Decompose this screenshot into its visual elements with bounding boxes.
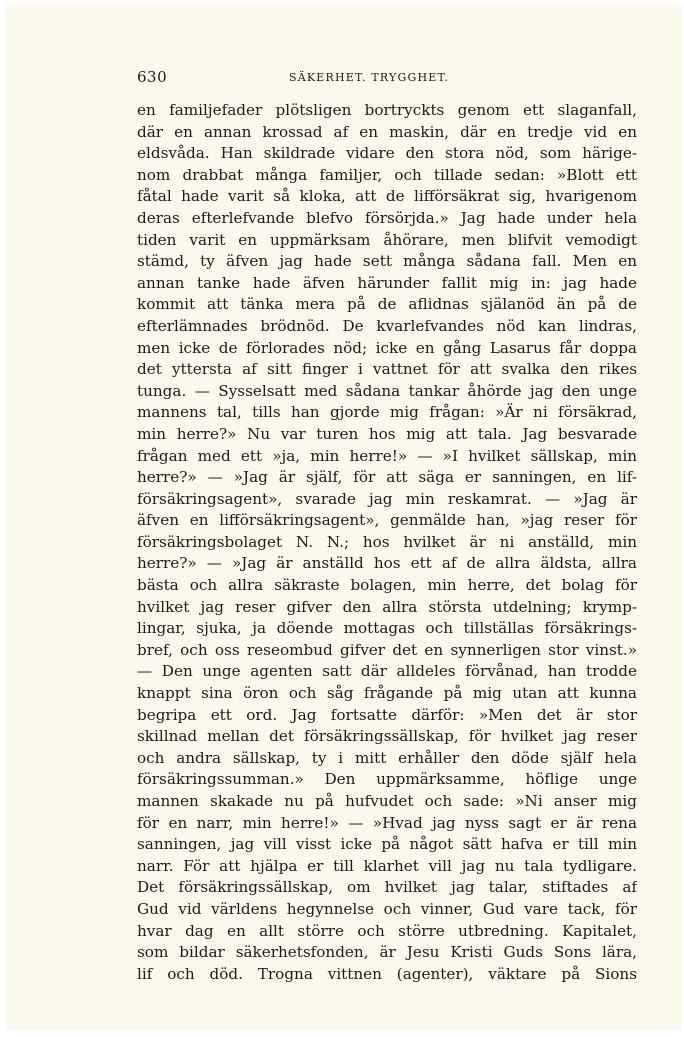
text-line: hvilket jag reser gifver den allra största utdelning; krymp-: [137, 597, 637, 616]
text-line: herre?» — »Jag är själf, för att säga er sanningen, en lif-: [137, 468, 637, 487]
text-line: försäkringsbolaget N. N.; hos hvilket är ni anställd, min: [137, 532, 637, 551]
text-line: bästa och allra säkraste bolagen, min herre, det bolag för: [137, 576, 637, 595]
text-line: efterlämnades brödnöd. De kvarlefvandes nöd kan lindras,: [137, 316, 637, 335]
text-line: deras efterlefvande blefvo försörjda.» Jag hade under hela: [137, 208, 637, 227]
text-line: äfven en lifförsäkringsagent», genmälde han, »jag reser för: [137, 511, 637, 530]
text-line: sanningen, jag vill visst icke på något sätt hafva er till min: [137, 835, 637, 854]
text-line: det yttersta af sitt finger i vattnet för att svalka den rikes: [137, 360, 637, 379]
text-line: kommit att tänka mera på de aflidnas själanöd än på de: [137, 295, 637, 314]
text-line: — Den unge agenten satt där alldeles förvånad, han trodde: [137, 662, 637, 681]
text-line: försäkringsagent», svarade jag min reskamrat. — »Jag är: [137, 489, 637, 508]
text-line: annan tanke hade äfven härunder fallit mig in: jag hade: [137, 273, 637, 292]
text-line: mannens tal, tills han gjorde mig frågan: »Är ni försäkrad,: [137, 403, 637, 422]
text-line: skillnad mellan det försäkringssällskap, för hvilket jag reser: [137, 727, 637, 746]
text-line: stämd, ty äfven jag hade sett många sådana fall. Men en: [137, 252, 637, 271]
text-line: tiden varit en uppmärksam åhörare, men blifvit vemodigt: [137, 230, 637, 249]
text-line: tunga. — Sysselsatt med sådana tankar åhörde jag den unge: [137, 381, 637, 400]
text-line: bref, och oss reseombud gifver det en synnerligen stor vinst.»: [137, 640, 637, 659]
text-line: en familjefader plötsligen bortryckts genom ett slaganfall,: [137, 101, 637, 119]
text-line: där en annan krossad af en maskin, där en tredje vid en: [137, 122, 637, 141]
text-line: knappt sina öron och såg frågande på mig utan att kunna: [137, 684, 637, 703]
text-line: som bildar säkerhetsfonden, är Jesu Kristi Guds Sons lära,: [137, 943, 637, 962]
book-page: [6, 4, 682, 1030]
text-line: frågan med ett »ja, min herre!» — »I hvilket sällskap, min: [137, 446, 637, 465]
text-line: Det försäkringssällskap, om hvilket jag talar, stiftades af: [137, 878, 637, 897]
text-line: för en narr, min herre!» — »Hvad jag nyss sagt er är rena: [137, 813, 637, 832]
page-number: 630: [137, 68, 168, 86]
text-line: herre?» — »Jag är anställd hos ett af de allra äldsta, allra: [137, 554, 637, 573]
text-line: fåtal hade varit så kloka, att de lifförsäkrat sig, hvarigenom: [137, 187, 637, 206]
body-text: [137, 100, 637, 985]
text-line: nom drabbat många familjer, och tillade sedan: »Blott ett: [137, 165, 637, 184]
text-line: mannen skakade nu på hufvudet och sade: »Ni anser mig: [137, 792, 637, 810]
page-header: [137, 66, 637, 90]
text-line: hvar dag en allt större och större utbredning. Kapitalet,: [137, 921, 637, 940]
text-line: och andra sällskap, ty i mitt erhåller den döde själf hela: [137, 748, 637, 767]
text-line: lif och död. Trogna vittnen (agenter), väktare på Sions: [137, 964, 637, 983]
text-line: begripa ett ord. Jag fortsatte därför: »Men det är stor: [137, 705, 637, 724]
text-line: lingar, sjuka, ja döende mottagas och tillställas försäkrings-: [137, 619, 637, 638]
text-line: men icke de förlorades nöd; icke en gång Lasarus får doppa: [137, 338, 637, 357]
text-line: min herre?» Nu var turen hos mig att tala. Jag besvarade: [137, 424, 637, 443]
text-line: Gud vid världens hegynnelse och vinner, Gud vare tack, för: [137, 899, 637, 918]
text-line: narr. För att hjälpa er till klarhet vill jag nu tala tydligare.: [137, 856, 637, 875]
running-head: SÄKERHET. TRYGGHET.: [289, 71, 450, 84]
text-line: försäkringssumman.» Den uppmärksamme, höflige unge: [137, 770, 637, 789]
text-line: eldsvåda. Han skildrade vidare den stora nöd, som härige-: [137, 144, 637, 163]
